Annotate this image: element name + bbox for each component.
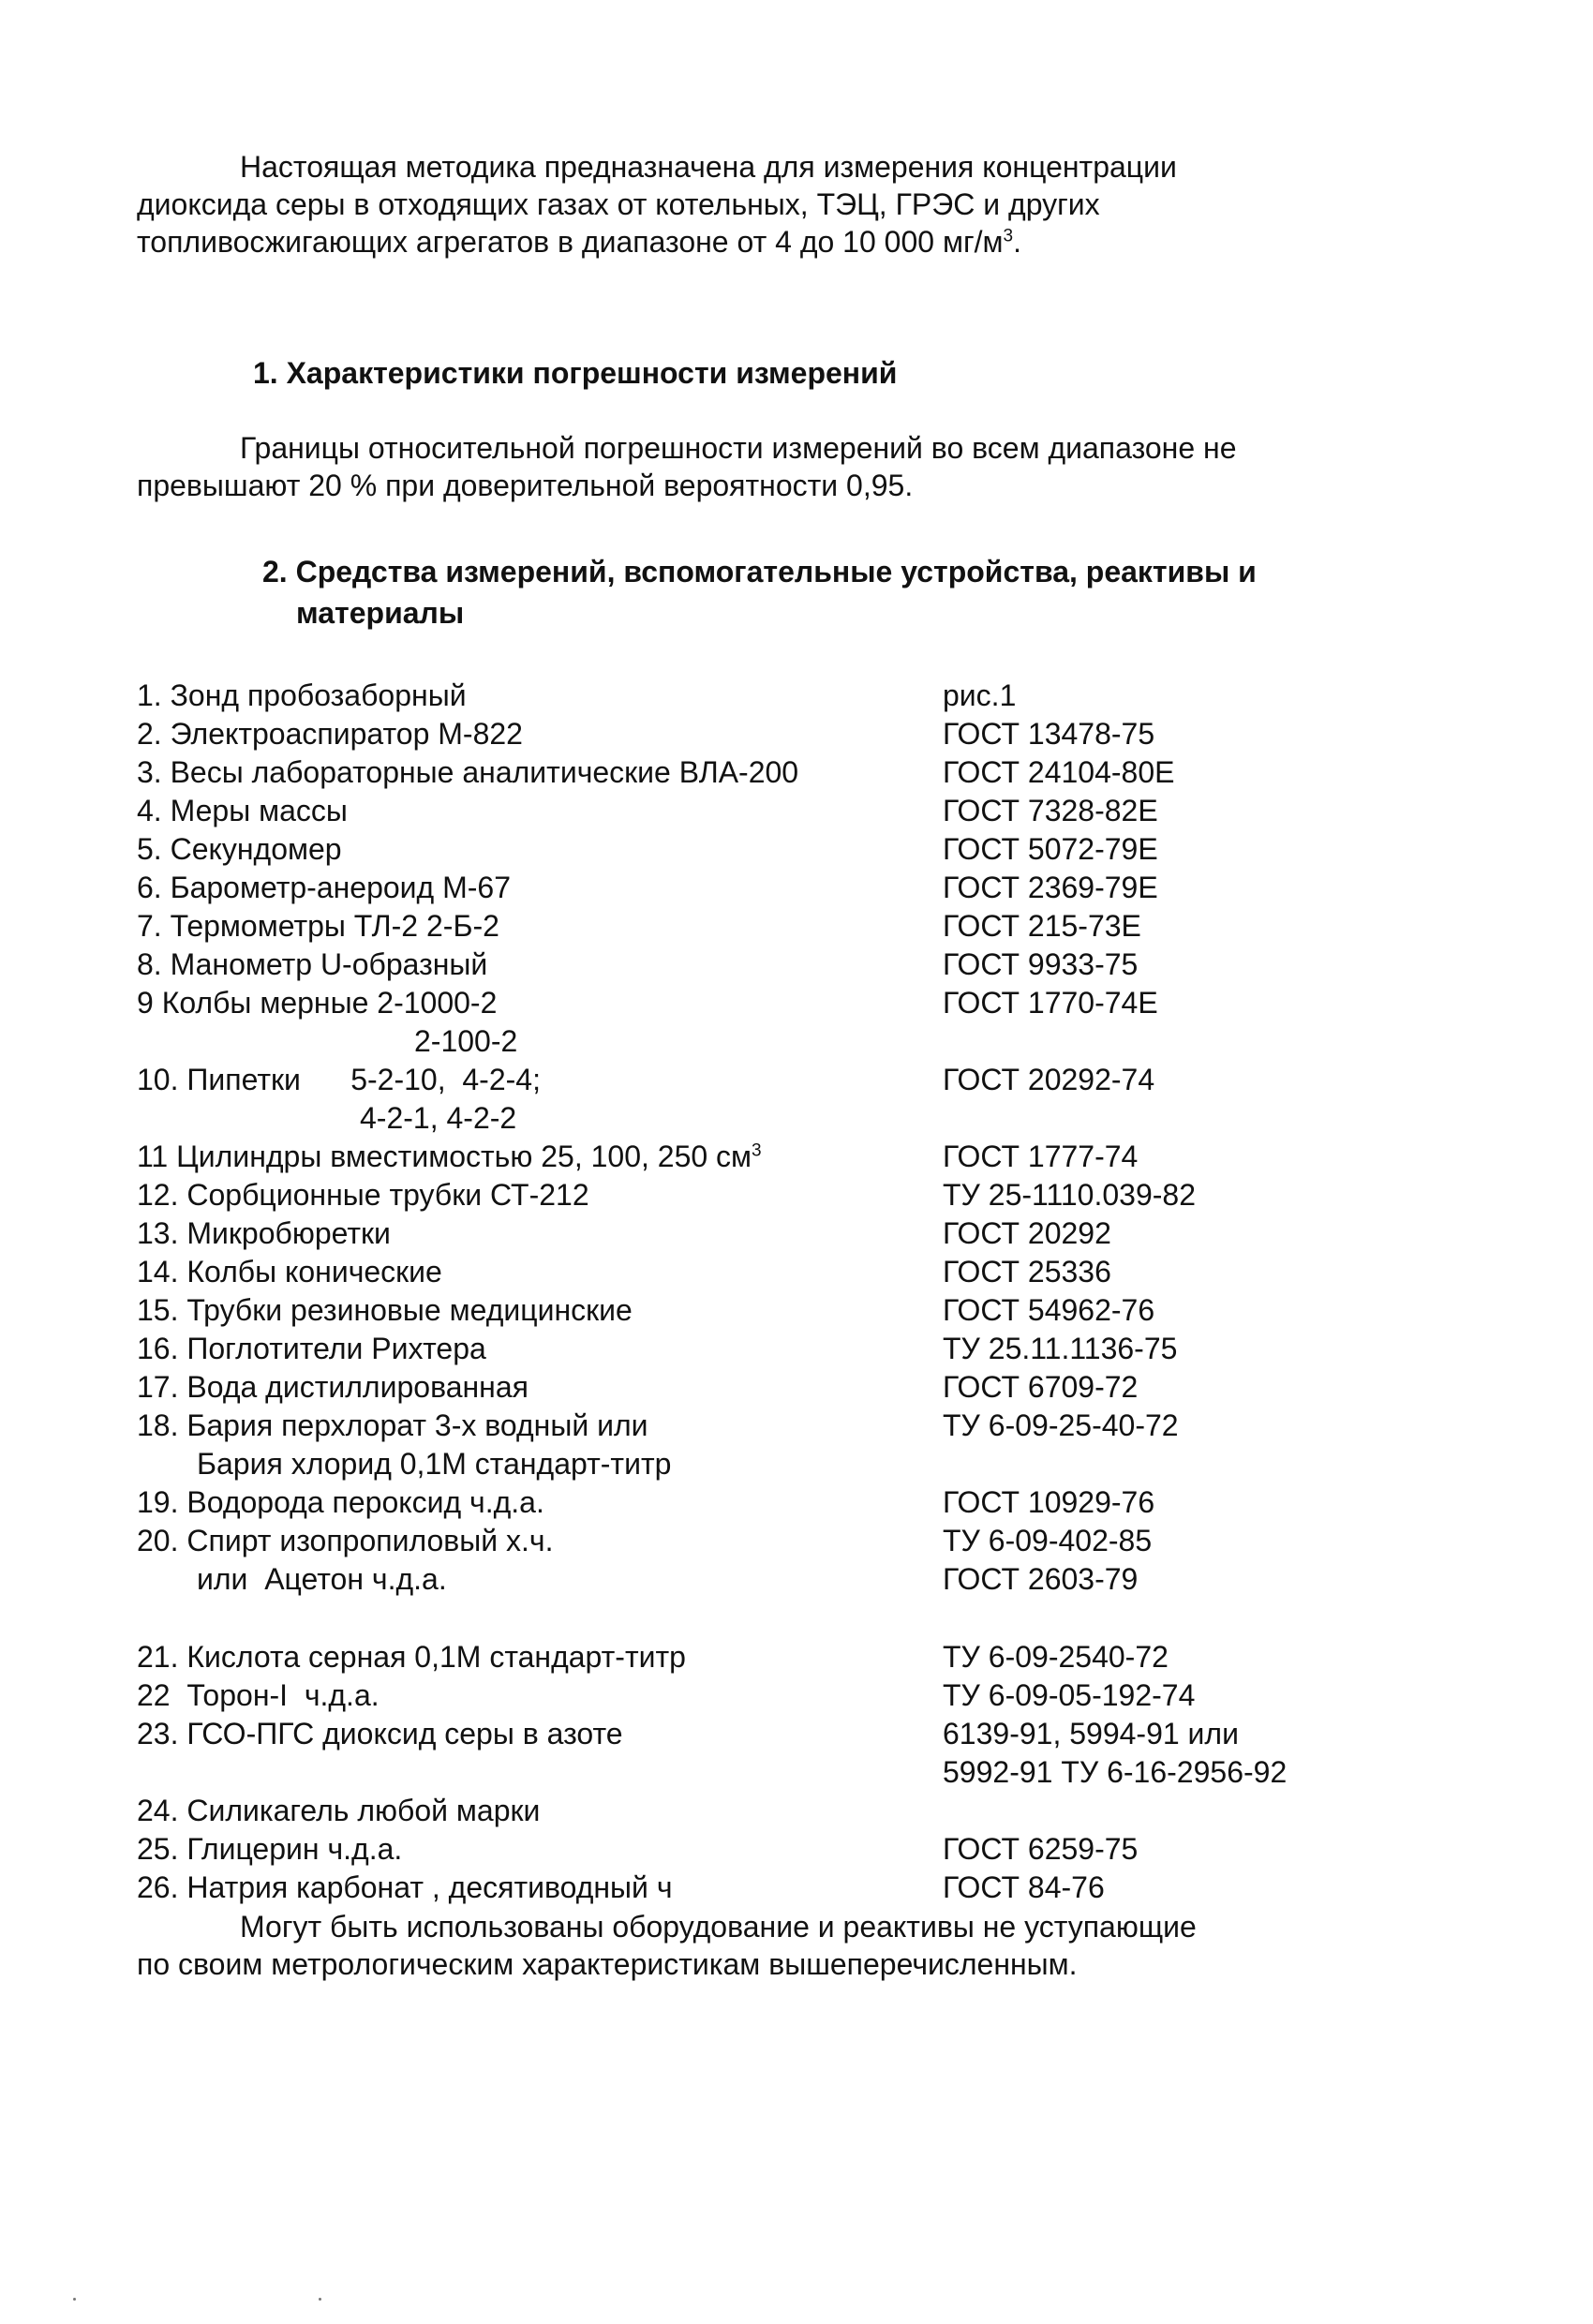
list-item-3	[137, 753, 1430, 792]
list-item-3-name: 3. Весы лабораторные аналитические ВЛА-200	[137, 755, 799, 789]
list-item-18-continued-name: Бария хлорид 0,1М стандарт-титр	[197, 1447, 672, 1481]
section-2-heading	[262, 551, 1257, 633]
list-item-10-continued-name: 4-2-1, 4-2-2	[360, 1101, 517, 1135]
list-item-17-name: 17. Вода дистиллированная	[137, 1370, 529, 1404]
list-item-20-continued-name: или Ацетон ч.д.а.	[197, 1562, 447, 1596]
section-2-heading-line-1: 2. Средства измерений, вспомогательные устройства, реактивы и	[262, 555, 1257, 588]
list-item-20-ref: ТУ 6-09-402-85	[943, 1524, 1153, 1557]
list-item-20-continued-ref: ГОСТ 2603-79	[943, 1562, 1139, 1596]
list-item-10-ref: ГОСТ 20292-74	[943, 1063, 1155, 1096]
list-item-5-ref: ГОСТ 5072-79Е	[943, 832, 1158, 866]
list-item-7-name: 7. Термометры ТЛ-2 2-Б-2	[137, 909, 499, 943]
list-item-14-ref: ГОСТ 25336	[943, 1255, 1111, 1289]
list-item-16-ref: ТУ 25.11.1136-75	[943, 1332, 1178, 1365]
list-item-11-sup: 3	[752, 1140, 762, 1161]
list-item-18-ref: ТУ 6-09-25-40-72	[943, 1408, 1179, 1442]
list-item-3-ref: ГОСТ 24104-80Е	[943, 755, 1175, 789]
intro-line-1: Настоящая методика предназначена для измерения концентрации	[240, 150, 1177, 184]
section-1-heading	[253, 352, 897, 394]
list-item-16-name: 16. Поглотители Рихтера	[137, 1332, 486, 1365]
list-item-15	[137, 1291, 1430, 1330]
list-item-9-continued-name: 2-100-2	[414, 1024, 518, 1058]
list-item-12	[137, 1176, 1430, 1214]
list-item-10-name: 10. Пипетки 5-2-10, 4-2-4;	[137, 1063, 541, 1096]
list-item-19	[137, 1483, 1430, 1522]
list-item-1	[137, 677, 1430, 715]
list-item-23	[137, 1715, 1430, 1753]
list-item-13-ref: ГОСТ 20292	[943, 1216, 1111, 1250]
list-item-6	[137, 869, 1430, 907]
section-1-line-1: Границы относительной погрешности измерений во всем диапазоне не	[240, 431, 1237, 465]
list-item-7	[137, 907, 1430, 946]
intro-paragraph	[137, 148, 1177, 261]
list-item-15-name: 15. Трубки резиновые медицинские	[137, 1293, 633, 1327]
list-item-12-name: 12. Сорбционные трубки СТ-212	[137, 1178, 589, 1212]
section-1-line-2: превышают 20 % при доверительной вероятности 0,95.	[137, 469, 914, 502]
list-item-13-name: 13. Микробюретки	[137, 1216, 391, 1250]
list-item-8-ref: ГОСТ 9933-75	[943, 947, 1139, 981]
list-item-25-ref: ГОСТ 6259-75	[943, 1832, 1139, 1866]
list-item-23-ref: 6139-91, 5994-91 или	[943, 1717, 1239, 1750]
list-item-17	[137, 1368, 1430, 1407]
list-item-2-name: 2. Электроаспиратор М-822	[137, 717, 523, 751]
list-item-17-ref: ГОСТ 6709-72	[943, 1370, 1139, 1404]
scan-speck	[73, 2298, 76, 2301]
list-item-10	[137, 1061, 1430, 1099]
scan-speck	[319, 2298, 321, 2301]
list-item-21-ref: ТУ 6-09-2540-72	[943, 1640, 1169, 1674]
list-item-16	[137, 1330, 1430, 1368]
list-item-15-ref: ГОСТ 54962-76	[943, 1293, 1155, 1327]
intro-line-3	[137, 223, 1177, 261]
list-item-18	[137, 1407, 1430, 1445]
list-item-25-name: 25. Глицерин ч.д.а.	[137, 1832, 403, 1866]
list-item-11-name	[137, 1138, 762, 1176]
list-item-8-name: 8. Манометр U-образный	[137, 947, 488, 981]
list-item-24	[137, 1792, 1430, 1830]
closing-line-2: по своим метрологическим характеристикам вышеперечисленным.	[137, 1947, 1078, 1981]
list-item-19-ref: ГОСТ 10929-76	[943, 1485, 1155, 1519]
list-item-20-continued	[137, 1560, 1430, 1599]
intro-line-3-end: .	[1013, 225, 1021, 259]
closing-line-1: Могут быть использованы оборудование и реактивы не уступающие	[240, 1910, 1197, 1944]
list-item-18-name: 18. Бария перхлорат 3-х водный или	[137, 1408, 648, 1442]
list-item-13	[137, 1214, 1430, 1253]
list-item-26	[137, 1869, 1430, 1907]
section-2-heading-line-2: материалы	[296, 596, 465, 630]
list-item-11-text: 11 Цилиндры вместимостью 25, 100, 250 см	[137, 1140, 752, 1173]
list-item-21-name: 21. Кислота серная 0,1М стандарт-титр	[137, 1640, 686, 1674]
list-item-24-name: 24. Силикагель любой марки	[137, 1794, 541, 1827]
list-item-21	[137, 1638, 1430, 1676]
list-item-9	[137, 984, 1430, 1022]
list-item-22-name: 22 Торон-I ч.д.а.	[137, 1678, 380, 1712]
list-item-23-continued-ref: 5992-91 ТУ 6-16-2956-92	[943, 1755, 1288, 1789]
list-item-22	[137, 1676, 1430, 1715]
list-item-26-ref: ГОСТ 84-76	[943, 1870, 1105, 1904]
list-item-2-ref: ГОСТ 13478-75	[943, 717, 1155, 751]
list-item-1-ref: рис.1	[943, 678, 1017, 712]
list-item-20-name: 20. Спирт изопропиловый х.ч.	[137, 1524, 554, 1557]
intro-line-2: диоксида серы в отходящих газах от котельных, ТЭЦ, ГРЭС и других	[137, 187, 1100, 221]
list-item-20	[137, 1522, 1430, 1560]
list-item-9-continued	[137, 1022, 1430, 1061]
list-item-8	[137, 946, 1430, 984]
list-item-19-name: 19. Водорода пероксид ч.д.а.	[137, 1485, 544, 1519]
list-item-5	[137, 830, 1430, 869]
intro-line-3-sup: 3	[1003, 226, 1014, 246]
list-item-4	[137, 792, 1430, 830]
list-item-14	[137, 1253, 1430, 1291]
section-1-heading-text: 1. Характеристики погрешности измерений	[253, 356, 898, 390]
list-item-22-ref: ТУ 6-09-05-192-74	[943, 1678, 1196, 1712]
list-item-25	[137, 1830, 1430, 1869]
list-item-11-ref: ГОСТ 1777-74	[943, 1140, 1139, 1173]
list-item-12-ref: ТУ 25-1110.039-82	[943, 1178, 1196, 1212]
list-item-6-ref: ГОСТ 2369-79Е	[943, 871, 1158, 904]
list-item-2	[137, 715, 1430, 753]
list-item-5-name: 5. Секундомер	[137, 832, 342, 866]
list-item-9-ref: ГОСТ 1770-74Е	[943, 986, 1158, 1020]
list-item-23-continued	[137, 1753, 1430, 1792]
list-item-10-continued	[137, 1099, 1430, 1138]
section-1-paragraph	[137, 429, 1237, 504]
list-item-18-continued	[137, 1445, 1430, 1483]
list-item-1-name: 1. Зонд пробозаборный	[137, 678, 467, 712]
list-item-23-name: 23. ГСО-ПГС диоксид серы в азоте	[137, 1717, 623, 1750]
list-item-7-ref: ГОСТ 215-73Е	[943, 909, 1141, 943]
list-item-4-ref: ГОСТ 7328-82Е	[943, 794, 1158, 827]
list-item-14-name: 14. Колбы конические	[137, 1255, 442, 1289]
closing-paragraph	[137, 1908, 1197, 1983]
list-item-26-name: 26. Натрия карбонат , десятиводный ч	[137, 1870, 673, 1904]
list-item-4-name: 4. Меры массы	[137, 794, 348, 827]
list-item-6-name: 6. Барометр-анероид М-67	[137, 871, 512, 904]
intro-line-3-text: топливосжигающих агрегатов в диапазоне от 4 до 10 000 мг/м	[137, 225, 1004, 259]
list-item-9-name: 9 Колбы мерные 2-1000-2	[137, 986, 498, 1020]
list-item-11	[137, 1138, 1430, 1176]
